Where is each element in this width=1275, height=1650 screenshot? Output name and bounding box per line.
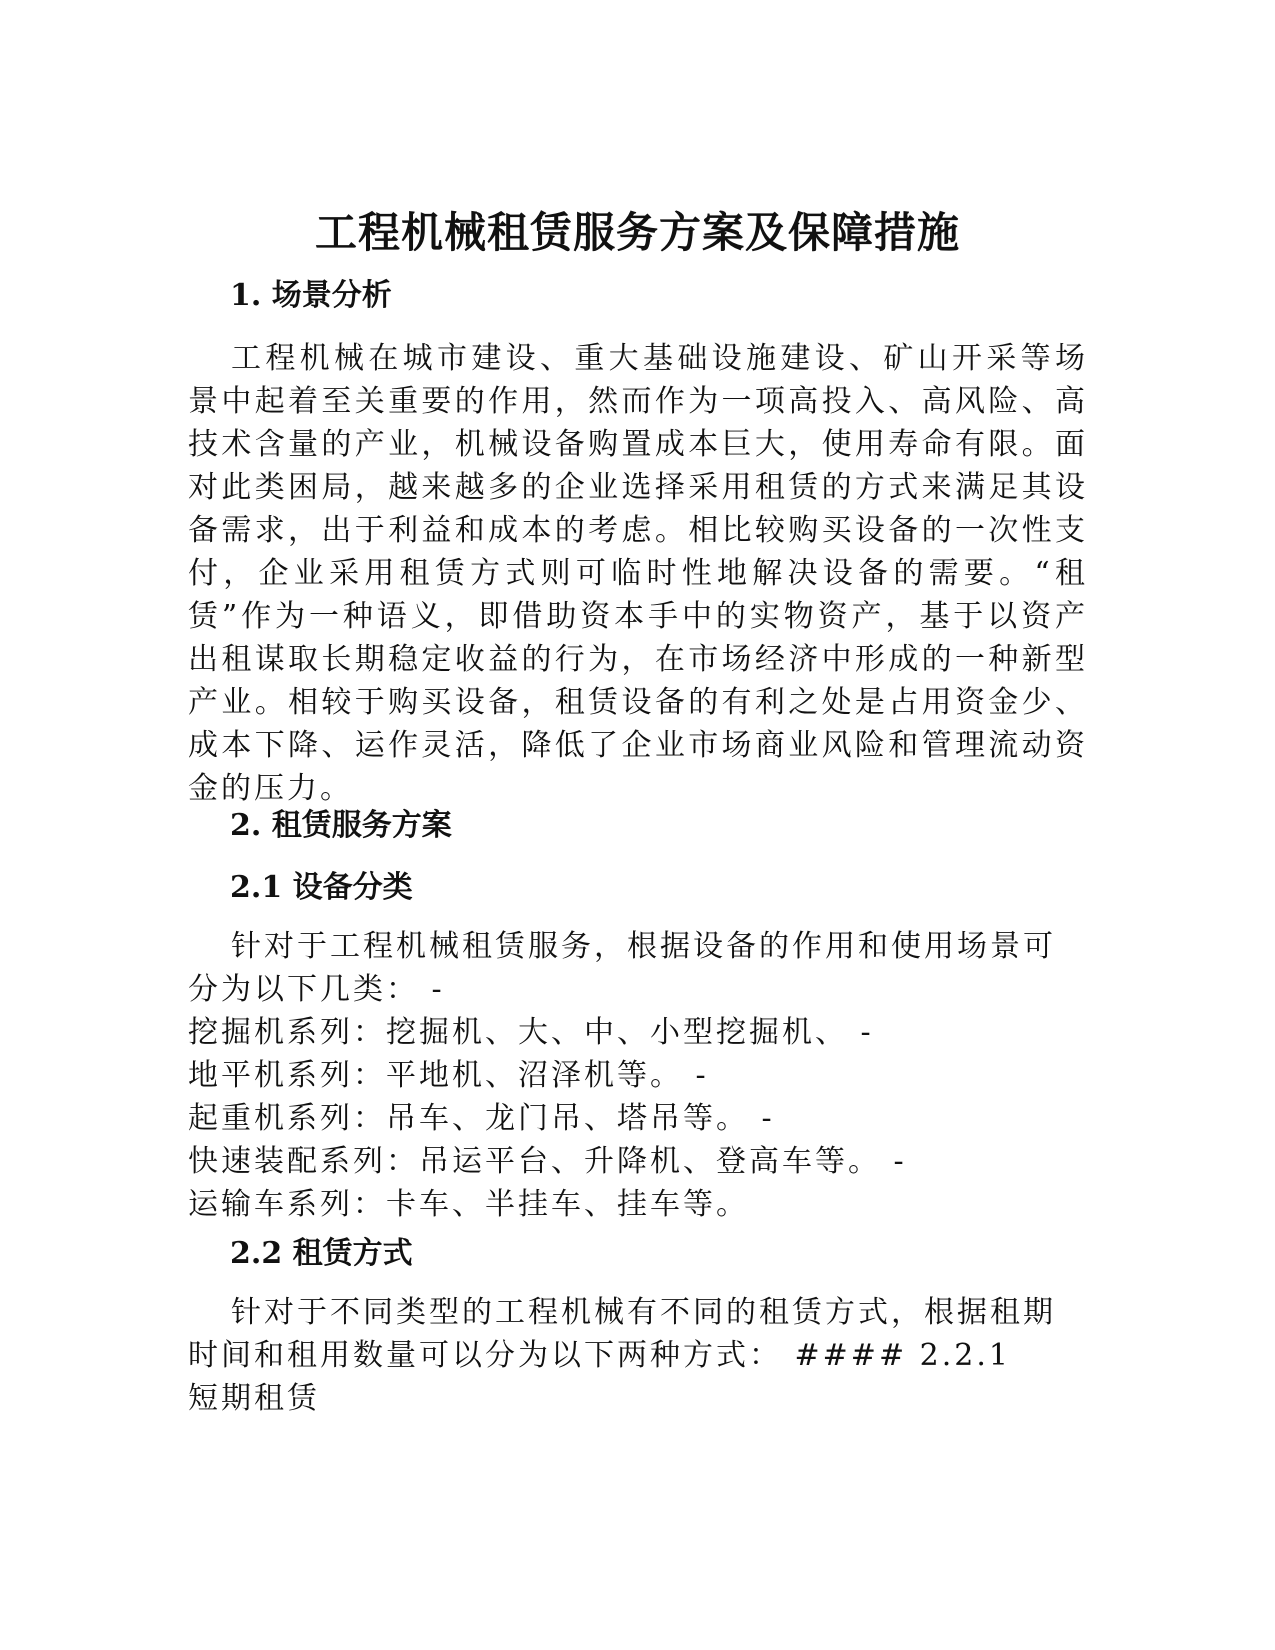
rental-method-line-1: 针对于不同类型的工程机械有不同的租赁方式，根据租期: [231, 1295, 1056, 1330]
rental-method-line-3: 短期租赁: [188, 1381, 320, 1416]
section-heading-1: 1. 场景分析: [230, 278, 392, 313]
rental-method-line-2: 时间和租用数量可以分为以下两种方式： #### 2.2.1: [188, 1338, 1011, 1373]
rental-method-block: [188, 1291, 1088, 1420]
equipment-list-item: 挖掘机系列：挖掘机、大、中、小型挖掘机、 -: [188, 1015, 874, 1050]
section-1-paragraph: 工程机械在城市建设、重大基础设施建设、矿山开采等场景中起着至关重要的作用，然而作为一项高投入、高风险、高技术含量的产业，机械设备购置成本巨大，使用寿命有限。面对此类困局，越来越多的企业选择采用租赁的方式来满足其设备需求，出于利益和成本的考虑。相比较购买设备的一次性支付，企业采用租赁方式则可临时性地解决设备的需要。“租赁”作为一种语义，即借助资本手中的实物资产，基于以资产出租谋取长期稳定收益的行为，在市场经济中形成的一种新型产业。相较于购买设备，租赁设备的有利之处是占用资金少、成本下降、运作灵活，降低了企业市场商业风险和管理流动资金的压力。: [188, 341, 1088, 806]
equipment-category-block: [188, 925, 1088, 1226]
section-heading-2-1: 2.1 设备分类: [230, 870, 413, 905]
equipment-list-item: 运输车系列：卡车、半挂车、挂车等。: [188, 1187, 749, 1222]
equipment-list-item: 地平机系列：平地机、沼泽机等。 -: [188, 1058, 709, 1093]
section-heading-2: 2. 租赁服务方案: [230, 808, 452, 843]
equipment-intro-line-1: 针对于工程机械租赁服务，根据设备的作用和使用场景可: [231, 929, 1056, 964]
equipment-list-item: 起重机系列：吊车、龙门吊、塔吊等。 -: [188, 1101, 775, 1136]
document-title: 工程机械租赁服务方案及保障措施: [314, 208, 960, 257]
equipment-list-item: 快速装配系列：吊运平台、升降机、登高车等。 -: [188, 1144, 907, 1179]
equipment-intro-line-2: 分为以下几类： -: [188, 972, 445, 1007]
section-heading-2-2: 2.2 租赁方式: [230, 1236, 413, 1271]
